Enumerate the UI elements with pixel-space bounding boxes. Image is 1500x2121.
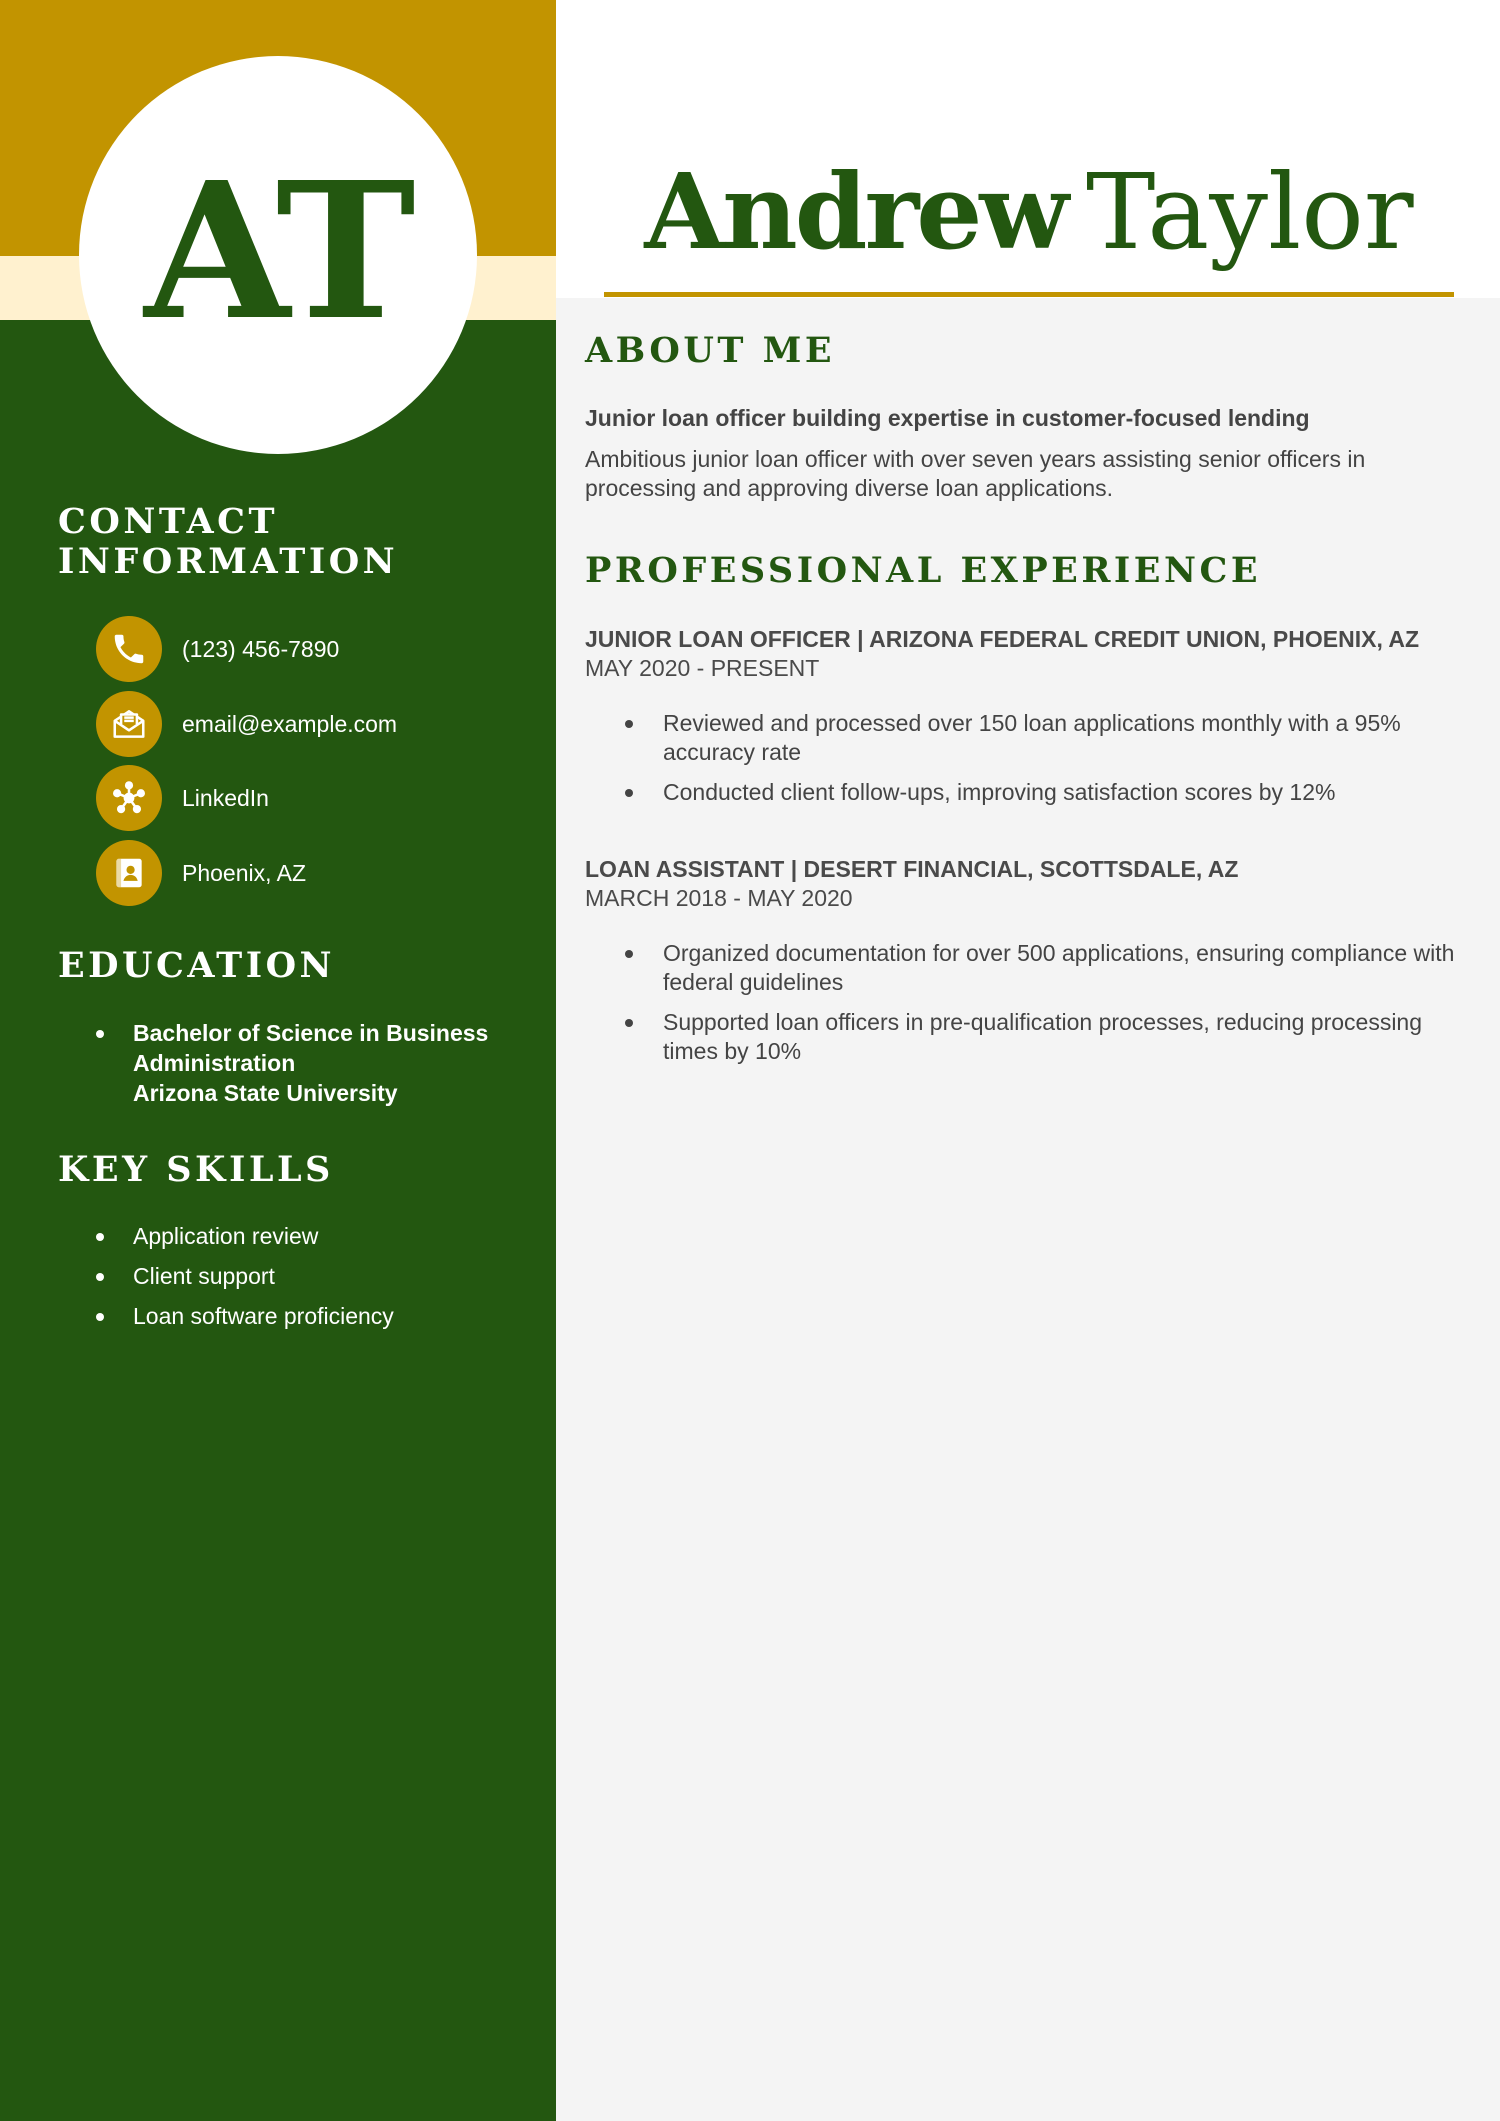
list-item: Organized documentation for over 500 applications, ensuring compliance with federal guidelines (625, 939, 1455, 997)
linkedin-link[interactable]: LinkedIn (182, 784, 269, 811)
email-address[interactable]: email@example.com (182, 710, 398, 737)
list-item: Loan software proficiency (96, 1301, 516, 1331)
list-item (96, 1018, 516, 1108)
monogram-initials: AT (144, 141, 412, 362)
location: Phoenix, AZ (182, 859, 307, 886)
list-item: Conducted client follow-ups, improving satisfaction scores by 12% (625, 778, 1455, 807)
phone-number: (123) 456-7890 (182, 635, 340, 662)
education-list (96, 1018, 516, 1108)
skills-list (96, 1221, 516, 1341)
job-bullets (625, 709, 1455, 818)
monogram-badge (79, 56, 477, 454)
contact-heading: CONTACT INFORMATION (58, 501, 399, 582)
about-summary: Ambitious junior loan officer with over seven years assisting senior officers in processing and approving diverse loan applications. (585, 446, 1366, 501)
contact-email[interactable] (96, 691, 397, 757)
job-dates: MARCH 2018 - MAY 2020 (585, 885, 853, 911)
about-headline: Junior loan officer building expertise in customer-focused lending (585, 405, 1310, 431)
phone-icon (96, 616, 162, 682)
list-item: Reviewed and processed over 150 loan applications monthly with a 95% accuracy rate (625, 709, 1455, 767)
degree: Bachelor of Science in Business Administration (133, 1020, 489, 1076)
skills-heading: KEY SKILLS (58, 1149, 334, 1190)
email-icon (96, 691, 162, 757)
job-bullets (625, 939, 1455, 1077)
about-heading: ABOUT ME (585, 330, 836, 371)
address-book-icon (96, 840, 162, 906)
job-dates: MAY 2020 - PRESENT (585, 655, 820, 681)
school: Arizona State University (133, 1080, 398, 1106)
education-heading: EDUCATION (58, 945, 336, 986)
linkedin-icon (96, 765, 162, 831)
list-item: Application review (96, 1221, 516, 1251)
page-title (604, 150, 1454, 273)
job-title: JUNIOR LOAN OFFICER | ARIZONA FEDERAL CREDIT UNION, PHOENIX, AZ (585, 626, 1420, 652)
list-item: Client support (96, 1261, 516, 1291)
first-name: Andrew (644, 150, 1066, 273)
experience-heading: PROFESSIONAL EXPERIENCE (585, 550, 1261, 591)
job-title: LOAN ASSISTANT | DESERT FINANCIAL, SCOTTSDALE, AZ (585, 856, 1239, 882)
list-item: Supported loan officers in pre-qualification processes, reducing processing times by 10% (625, 1008, 1455, 1066)
sidebar (0, 0, 556, 2121)
name-underline (604, 292, 1454, 297)
contact-phone (96, 616, 339, 682)
last-name: Taylor (1085, 151, 1414, 273)
contact-linkedin[interactable] (96, 765, 269, 831)
contact-location (96, 840, 306, 906)
